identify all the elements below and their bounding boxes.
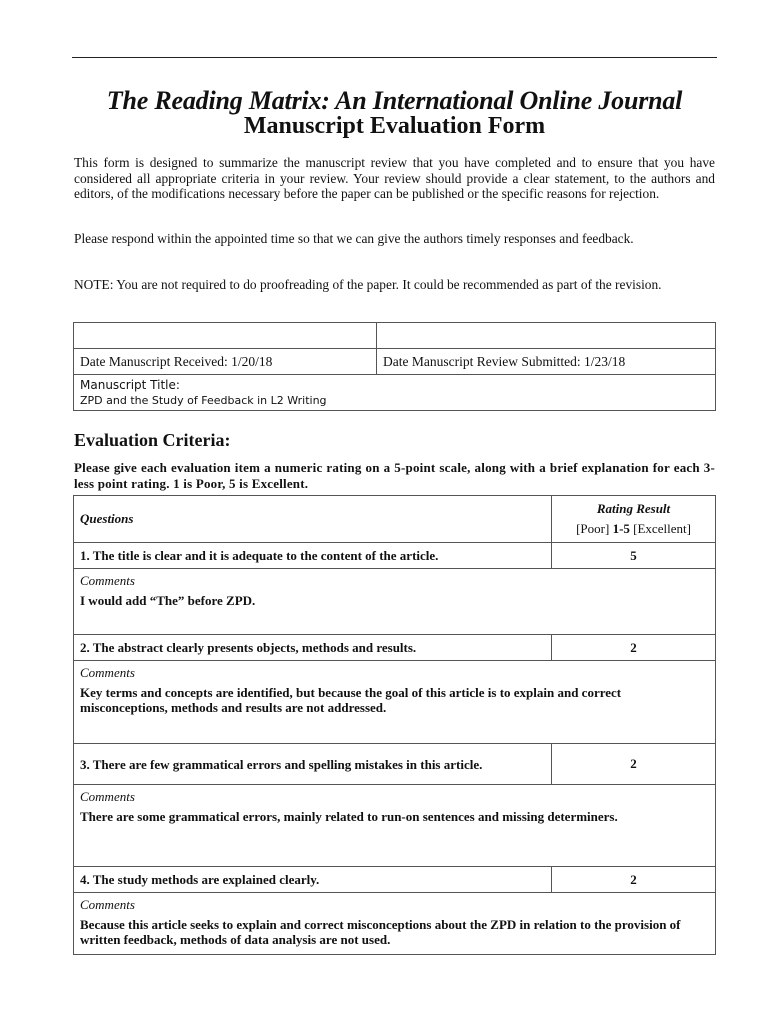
- comment-4: Because this article seeks to explain and correct misconceptions about the ZPD in relation to the provision of written feedback, methods of data analysis are not used.: [80, 917, 681, 947]
- comment-cell-1: [74, 569, 716, 635]
- manuscript-title-cell: [74, 375, 716, 411]
- comment-cell-4: [74, 893, 716, 955]
- comment-1: I would add “The” before ZPD.: [80, 593, 256, 608]
- rating-scale: [558, 521, 709, 537]
- intro-paragraph-3: NOTE: You are not required to do proofreading of the paper. It could be recommended as part of the revision.: [74, 277, 662, 292]
- scale-range: 1-5: [612, 521, 630, 536]
- question-2: 2. The abstract clearly presents objects, methods and results.: [74, 635, 552, 661]
- comment-3: There are some grammatical errors, mainly related to run-on sentences and missing determiners.: [80, 809, 618, 824]
- comments-label-3: Comments: [80, 789, 135, 804]
- rating-1: 5: [552, 543, 716, 569]
- comment-cell-2: [74, 661, 716, 744]
- scale-poor: [Poor]: [576, 521, 610, 536]
- rating-3: 2: [552, 744, 716, 785]
- intro-paragraph-1: This form is designed to summarize the manuscript review that you have completed and to ensure that you have considered all appropriate criteria in your review. Your review should provide a clear statement, to the authors and editors, of the modifications necessary before the paper can be published or the specific reasons for rejection.: [74, 155, 715, 201]
- manuscript-title-value: ZPD and the Study of Feedback in L2 Writing: [80, 394, 327, 407]
- rating-result-label: Rating Result: [596, 501, 671, 516]
- manuscript-info-table: [73, 322, 716, 411]
- evaluation-heading: Evaluation Criteria:: [74, 430, 231, 450]
- top-rule: [72, 57, 717, 58]
- comments-label-1: Comments: [80, 573, 135, 588]
- evaluation-instructions: Please give each evaluation item a numeric rating on a 5-point scale, along with a brief explanation for each 3-less point rating. 1 is Poor, 5 is Excellent.: [74, 460, 715, 491]
- evaluation-table: [73, 495, 716, 955]
- rating-4: 2: [552, 867, 716, 893]
- question-1: 1. The title is clear and it is adequate to the content of the article.: [74, 543, 552, 569]
- date-received: Date Manuscript Received: 1/20/18: [74, 349, 377, 375]
- comments-label-4: Comments: [80, 897, 135, 912]
- date-submitted: Date Manuscript Review Submitted: 1/23/18: [377, 349, 716, 375]
- scale-excellent: [Excellent]: [633, 521, 691, 536]
- manuscript-title-label: Manuscript Title:: [80, 378, 180, 392]
- comments-label-2: Comments: [80, 665, 135, 680]
- rating-header: [552, 496, 716, 543]
- blank-cell-right: [377, 323, 716, 349]
- question-4: 4. The study methods are explained clearly.: [74, 867, 552, 893]
- questions-header: Questions: [74, 496, 552, 543]
- comment-2: Key terms and concepts are identified, but because the goal of this article is to explain and correct misconceptions, methods and results are not addressed.: [80, 685, 622, 715]
- intro-paragraph-2: Please respond within the appointed time so that we can give the authors timely responses and feedback.: [74, 231, 634, 246]
- journal-title: The Reading Matrix: An International Online Journal: [106, 86, 683, 115]
- rating-2: 2: [552, 635, 716, 661]
- question-3: 3. There are few grammatical errors and spelling mistakes in this article.: [74, 744, 552, 785]
- form-title: Manuscript Evaluation Form: [243, 113, 546, 139]
- blank-cell-left: [74, 323, 377, 349]
- comment-cell-3: [74, 785, 716, 867]
